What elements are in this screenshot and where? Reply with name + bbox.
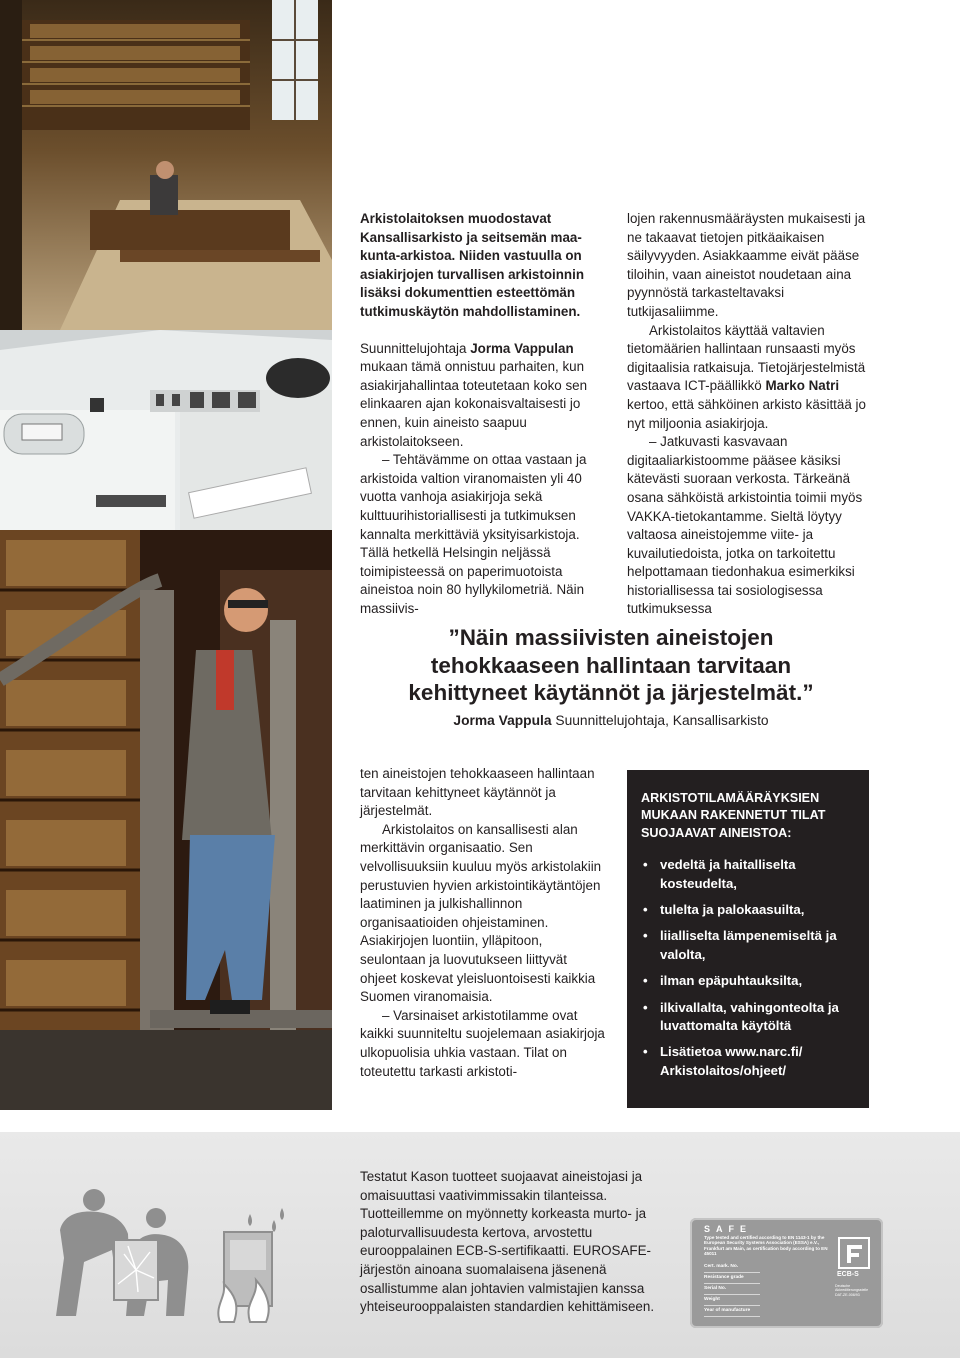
list-item: • vedeltä ja haitalliselta kosteudelta, [641,856,855,893]
right-paragraph-1: lojen rakennusmääräysten mukaisesti ja ne takaavat tietojen pitkäaikaisen säilyvyyden. Asiakkaamme eivät pääse tiloihin, vaan aineistot noudetaan aina pyynnöstä tarkasteltavaksi tutkijasaliimme. [627,211,866,319]
pull-quote [372,624,850,728]
more-info-link[interactable]: • Lisätietoa www.narc.fi/ Arkistolaitos/ohjeet/ [641,1043,855,1080]
footer-band [0,1132,960,1358]
right-paragraph-2 [627,322,873,434]
lower-paragraph-3: – Varsinaiset arkistotilamme ovat kaikki suunniteltu suojelemaan asiakirjoja ulkopuolisia uhkia vastaan. Tilat on toteutettu tarkasti arkistoti- [360,1007,605,1079]
footer-text: Testatut Kason tuotteet suojaavat aineistojasi ja omaisuuttasi vaativimmissakin tilanteissa. Tuotteillemme on myönnetty korkeasta murto- ja paloturvallisuudesta kertova, arvostettu eurooppalainen ECB-S-sertifikaatti. EUROSAFE-järjestön ainoana suomalaisena jäsenenä osallistumme alan johtavien valmistajien kanssa yhteiseurooppalaisten standardien kehittämiseen. [360,1169,655,1315]
list-item: • liialliselta lämpenemiseltä ja valolta, [641,927,855,964]
intro-lead-line: lisäksi dokumenttien esteettömän [360,285,576,301]
right-paragraph-3: – Jatkuvasti kasvavaan digitaaliarkistoomme pääsee käsiksi kätevästi suoraan verkosta. Tärkeänä osana sähköistä arkistointia toimii myös VAKKA-tietokantamme. Sieltä löytyy valtaosa aineistojemme viite- ja kuvailutiedoista, jotka on tarkoitettu helpottamaan tiedonhakua esimerkiksi historiallisessa tai sosiologisessa tutkimuksessa [627,434,863,617]
intro-lead-line: Kansallisarkisto ja seitsemän maa- [360,229,582,245]
portrait-on-spiral-stairs-photo [0,530,332,1110]
info-box-title: ARKISTOTILAMÄÄRÄYKSIEN MUKAAN RAKENNETUT TILAT SUOJAAVAT AINEISTOA: [641,791,826,840]
intro-p1-text: Suunnittelujohtaja [360,340,471,356]
person-name: Jorma Vappulan [470,340,574,356]
lower-column [360,765,606,1081]
pull-quote-attribution [372,713,850,728]
plate-row: Weight [704,1295,760,1306]
list-item: • tulelta ja palokaasuilta, [641,901,855,919]
intro-p1-text-end: mukaan tämä onnistuu parhaiten, kun asiakirjahallintaa toteutetaan koko sen elinkaaren ajan kokonaisvaltaisesti jo ennen, kuin aineisto saapuu arkistolaitokseen. [360,359,588,449]
ecb-s-logo-icon [838,1237,870,1269]
pull-quote-text [372,624,850,707]
info-box-list [641,856,855,1080]
fire-safe-icon [218,1208,284,1322]
lower-paragraph-2: Arkistolaitos on kansallisesti alan merkittävin organisaatio. Sen velvollisuuksiin kuuluu myös arkistolakiin perustuvien hyvien arkistointikäytäntöjen laatiminen ja julkishallinnon organisaatioiden ohjeistaminen. Asiakirjojen luontiin, ylläpitoon, seulontaan ja luovutukseen liittyvät ohjeet koskevat yleisluontoisesti kaikkia Suomen viranomaisia. [360,821,602,1005]
intro-paragraph-1 [360,340,610,452]
plate-row: Year of manufacture [704,1306,760,1317]
intro-paragraph-2: – Tehtävämme on ottaa vastaan ja arkistoida valtion viranomaisten yli 40 vuotta vanhoja asiakirjoja sekä kulttuurihistoriallisesti ja tutkimuksen kannalta merkittäviä yksityisarkistoja. Tällä hetkellä Helsingin neljässä toimipisteessä on paperimuotoista aineistoa noin 80 hyllykilometriä. Näin massiivis- [360,452,587,616]
security-illustration [54,1188,294,1333]
plate-small-text: Deutsche Akkreditierungsstelle DAT-ZE-008/93 [835,1284,869,1297]
plate-description: Type tested and certified according to EN 1143-1 by the European Security Systems Association (ESSA) e.V., Frankfurt am Main, as certification body according to EN 45011 [704,1235,828,1257]
plate-brand: SAFE [704,1224,753,1234]
quote-author: Jorma Vappula [453,712,552,728]
right-p2-text: Arkistolaitos käyttää valtavien tietomäärien hallintaan runsaasti myös digitaalisia ratkaisuja. Tietojärjestelmistä vastaava ICT-päällikkö [627,322,866,394]
archive-shelving-equipment-photo [0,330,332,530]
person-name: Marko Natri [765,378,840,394]
intro-lead [360,210,610,322]
intro-column [360,210,610,618]
lower-paragraph-1: ten aineistojen tehokkaaseen hallintaan tarvitaan kehittyneet käytännöt ja järjestelmät. [360,766,595,819]
archive-reading-room-photo [0,0,332,330]
ecb-s-certificate-plate [690,1218,883,1328]
intro-lead-line: Arkistolaitoksen muodostavat [360,211,552,226]
burglar-head-icon [83,1189,105,1211]
pull-quote-line: ”Näin massiivisten aineistojen [448,625,774,650]
pull-quote-line: kehittyneet käytännöt ja järjestelmät.” [408,680,814,705]
plate-row: Cert. mark. No. [704,1262,760,1273]
pull-quote-line: tehokkaaseen hallintaan tarvitaan [430,652,792,678]
right-p2-text-end: kertoo, että sähköinen arkisto käsittää jo nyt miljoonia asiakirjoja. [627,396,866,431]
plate-logo-label: ECB-S [837,1271,859,1278]
intro-lead-line: kunta-arkistoa. Niiden vastuulla on [360,248,582,264]
plate-row: Resistance grade [704,1273,760,1284]
plate-row: Serial No. [704,1284,760,1295]
list-item: • ilman epäpuhtauksilta, [641,972,855,990]
info-box [627,770,869,1108]
list-item: • ilkivallalta, vahingonteolta ja luvattomalta käytöltä [641,999,855,1036]
quote-role: Suunnittelujohtaja, Kansallisarkisto [551,712,769,728]
intro-lead-line: tutkimuskäytön mahdollistaminen. [360,303,581,319]
right-column [627,210,873,619]
intro-lead-line: asiakirjojen turvallisen arkistoinnin [360,266,584,282]
